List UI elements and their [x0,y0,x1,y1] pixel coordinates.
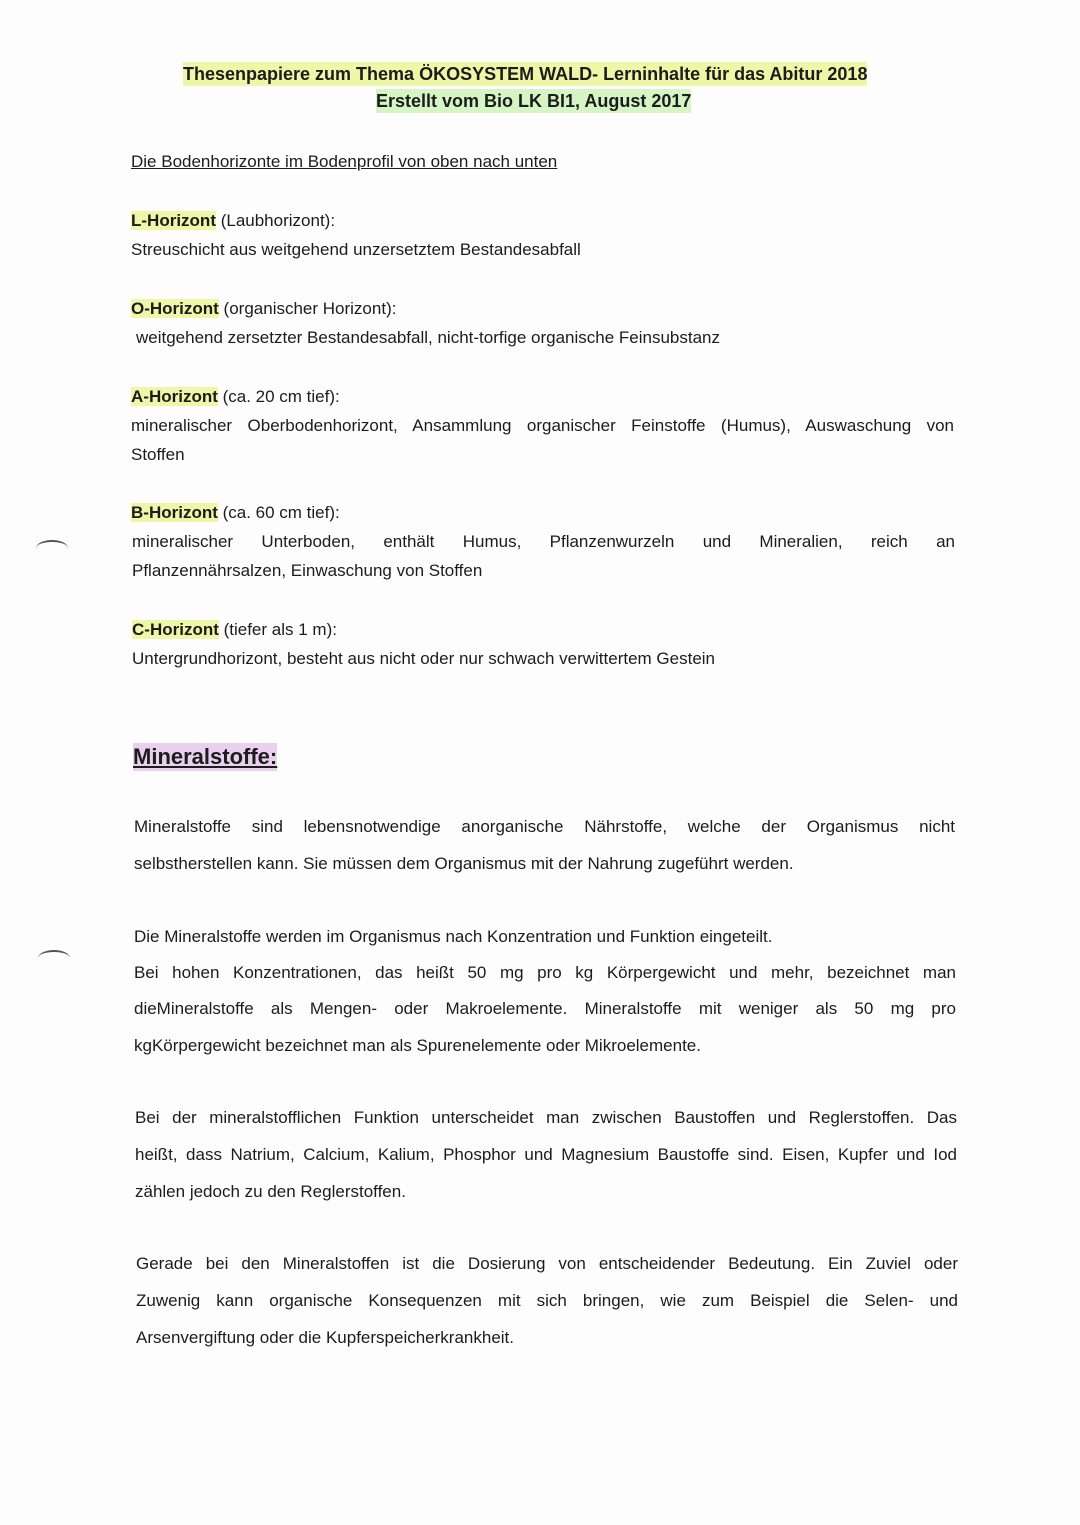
minerals-heading: Mineralstoffe: [133,744,278,769]
horizon-a-heading [131,386,340,408]
minerals-p2-line2: Bei hohen Konzentrationen, das heißt 50 mg pro kg Körpergewicht und mehr, bezeichnet man [134,963,956,982]
horizon-o-text: weitgehend zersetzter Bestandesabfall, nicht-torfige organische Feinsubstanz [136,328,721,347]
minerals-p3-line2: heißt, dass Natrium, Calcium, Kalium, Phosphor und Magnesium Baustoffe sind. Eisen, Kupfer und Iod [135,1145,957,1164]
minerals-p4-line2: Zuwenig kann organische Konsequenzen mit sich bringen, wie zum Beispiel die Selen- und [136,1291,958,1310]
punch-hole-mark-top [36,540,68,556]
minerals-p2-line1: Die Mineralstoffe werden im Organismus nach Konzentration und Funktion eingeteilt. [134,927,773,946]
horizon-c-qualifier: (tiefer als 1 m): [218,620,337,639]
document-subtitle: Erstellt vom Bio LK BI1, August 2017 [376,91,692,111]
horizon-l-text: Streuschicht aus weitgehend unzersetztem Bestandesabfall [131,240,581,259]
horizon-b-text-line2: Pflanzennährsalzen, Einwaschung von Stoffen [132,561,483,580]
horizon-b-qualifier: (ca. 60 cm tief): [217,503,340,522]
minerals-p4-line1: Gerade bei den Mineralstoffen ist die Dosierung von entscheidender Bedeutung. Ein Zuviel oder [136,1254,958,1273]
horizon-b-text-line1: mineralischer Unterboden, enthält Humus, Pflanzenwurzeln und Mineralien, reich an [132,532,955,551]
document-title: Thesenpapiere zum Thema ÖKOSYSTEM WALD- Lerninhalte für das Abitur 2018 [183,64,868,84]
soil-section-heading: Die Bodenhorizonte im Bodenprofil von oben nach unten [131,152,558,171]
horizon-o-qualifier: (organischer Horizont): [218,299,397,318]
horizon-l-name: L-Horizont [131,211,216,230]
horizon-c-text: Untergrundhorizont, besteht aus nicht oder nur schwach verwittertem Gestein [132,649,716,668]
horizon-o-name: O-Horizont [131,299,219,318]
minerals-p2-line4: kgKörpergewicht bezeichnet man als Spurenelemente oder Mikroelemente. [134,1036,701,1055]
horizon-o-heading [131,298,396,320]
minerals-p3-line3: zählen jedoch zu den Reglerstoffen. [135,1182,406,1201]
horizon-a-text-line1: mineralischer Oberbodenhorizont, Ansammlung organischer Feinstoffe (Humus), Auswaschung von [131,416,954,435]
horizon-l-qualifier: (Laubhorizont): [215,211,336,230]
horizon-l-heading [131,210,335,232]
horizon-a-text-line2: Stoffen [131,445,185,464]
minerals-p3-line1: Bei der mineralstofflichen Funktion unterscheidet man zwischen Baustoffen und Reglerstoffen. Das [135,1108,957,1127]
horizon-c-name: C-Horizont [132,620,219,639]
punch-hole-mark-bottom [38,950,70,966]
horizon-c-heading [132,619,337,641]
horizon-a-qualifier: (ca. 20 cm tief): [217,387,340,406]
minerals-p1-line1: Mineralstoffe sind lebensnotwendige anorganische Nährstoffe, welche der Organismus nicht [134,817,955,836]
horizon-a-name: A-Horizont [131,387,218,406]
minerals-p4-line3: Arsenvergiftung oder die Kupferspeicherkrankheit. [136,1328,514,1347]
minerals-p2-line3: dieMineralstoffe als Mengen- oder Makroelemente. Mineralstoffe mit weniger als 50 mg pro [134,999,956,1018]
horizon-b-heading [131,502,340,524]
minerals-p1-line2: selbstherstellen kann. Sie müssen dem Organismus mit der Nahrung zugeführt werden. [134,854,794,873]
horizon-b-name: B-Horizont [131,503,218,522]
